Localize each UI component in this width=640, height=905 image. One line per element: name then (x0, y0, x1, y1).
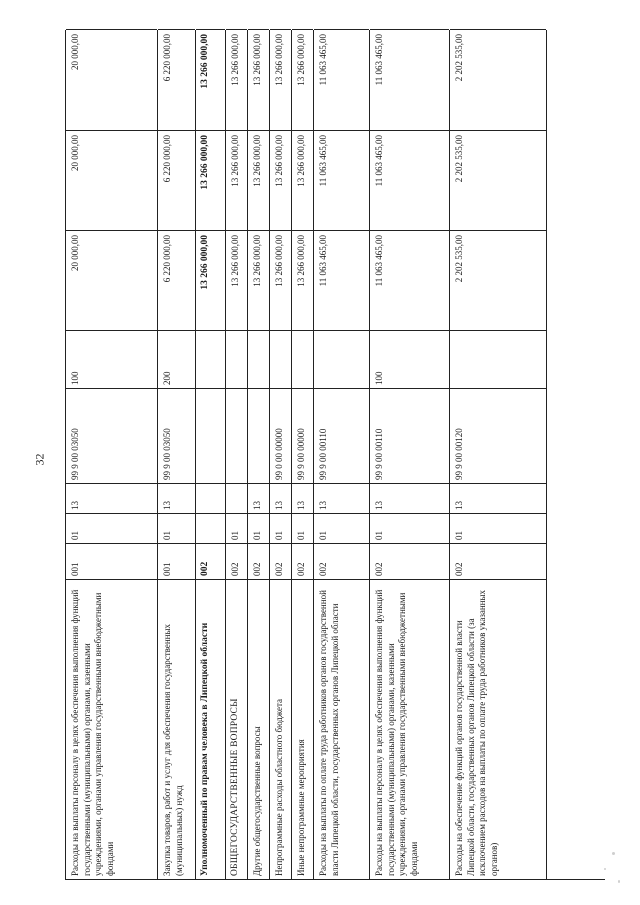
subsection-code: 13 (292, 483, 313, 513)
amount-year-1: 13 266 000,00 (270, 230, 291, 330)
ved-code: 002 (270, 543, 291, 579)
expense-type-code: 100 (66, 330, 157, 388)
section-code: 01 (66, 513, 157, 543)
row-name: Закупка товаров, работ и услуг для обеспечения государственных (муниципальных) нужд (158, 579, 195, 879)
amount-year-3: 13 266 000,00 (292, 29, 313, 130)
section-code: 01 (248, 513, 269, 543)
section-code: 01 (314, 513, 369, 543)
amount-year-3: 11 063 465,00 (370, 29, 449, 130)
target-article-code (226, 388, 247, 483)
ved-code: 002 (450, 543, 546, 579)
row-name: Расходы на выплаты персоналу в целях обеспечения выполнения функций государственными (муниципальными) органами, казенными учреждениями, органами управления государственными внебюджетными фондами (66, 579, 157, 879)
row-name: Иные непрограммные мероприятия (292, 579, 313, 879)
amount-year-1: 6 220 000,00 (158, 230, 195, 330)
subsection-code (226, 483, 247, 513)
subsection-code: 13 (450, 483, 546, 513)
table-row (314, 30, 370, 879)
amount-year-1: 13 266 000,00 (248, 230, 269, 330)
subsection-code: 13 (314, 483, 369, 513)
amount-year-3: 6 220 000,00 (158, 29, 195, 130)
subsection-code: 13 (370, 483, 449, 513)
ved-code: 002 (370, 543, 449, 579)
section-code (196, 513, 225, 543)
subsection-code: 13 (270, 483, 291, 513)
amount-year-3: 20 000,00 (66, 29, 157, 130)
amount-year-1: 13 266 000,00 (226, 230, 247, 330)
expense-type-code: 200 (158, 330, 195, 388)
amount-year-1: 13 266 000,00 (292, 230, 313, 330)
table-row (450, 30, 547, 879)
subsection-code: 13 (158, 483, 195, 513)
section-code: 01 (450, 513, 546, 543)
amount-year-3: 2 202 535,00 (450, 29, 546, 130)
table-row (226, 30, 248, 879)
amount-year-2: 13 266 000,00 (226, 130, 247, 230)
target-article-code: 99 9 00 03050 (158, 388, 195, 483)
amount-year-3: 13 266 000,00 (226, 29, 247, 130)
table-row (196, 30, 226, 879)
expense-type-code (450, 330, 546, 388)
amount-year-2: 6 220 000,00 (158, 130, 195, 230)
ved-code: 002 (314, 543, 369, 579)
row-name: Уполномоченный по правам человека в Липецкой области (196, 579, 225, 879)
row-name: Другие общегосударственные вопросы (248, 579, 269, 879)
row-name: Непрограммные расходы областного бюджета (270, 579, 291, 879)
expense-type-code (270, 330, 291, 388)
table-row (248, 30, 270, 879)
amount-year-1: 20 000,00 (66, 230, 157, 330)
section-code: 01 (292, 513, 313, 543)
ved-code: 002 (292, 543, 313, 579)
row-name: Расходы на выплаты персоналу в целях обеспечения выполнения функций государственными (муниципальными) органами, казенными учреждениями, органами управления государственными внебюджетными фондами (370, 579, 449, 879)
page-number: 32 (32, 453, 47, 466)
amount-year-3: 11 063 465,00 (314, 29, 369, 130)
table-row (292, 30, 314, 879)
target-article-code (196, 388, 225, 483)
target-article-code: 99 9 00 03050 (66, 388, 157, 483)
expense-type-code (226, 330, 247, 388)
row-name: Расходы на обеспечение функций органов государственной власти Липецкой области, государственных органов Липецкой области (за исключением расходов на выплаты по оплате труда работников указанных органов) (450, 579, 546, 879)
row-name: Расходы на выплаты по оплате труда работников органов государственной власти Липецкой области, государственных органов Липецкой области (314, 579, 369, 879)
ved-code: 002 (248, 543, 269, 579)
amount-year-1: 11 063 465,00 (314, 230, 369, 330)
amount-year-2: 20 000,00 (66, 130, 157, 230)
amount-year-2: 11 063 465,00 (370, 130, 449, 230)
amount-year-2: 13 266 000,00 (292, 130, 313, 230)
target-article-code: 99 9 00 00120 (450, 388, 546, 483)
expense-type-code: 100 (370, 330, 449, 388)
expense-type-code (292, 330, 313, 388)
ved-code: 001 (158, 543, 195, 579)
target-article-code: 99 9 00 00000 (292, 388, 313, 483)
scan-speck (612, 852, 615, 855)
section-code: 01 (370, 513, 449, 543)
subsection-code: 13 (66, 483, 157, 513)
section-code: 01 (158, 513, 195, 543)
amount-year-3: 13 266 000,00 (196, 29, 225, 130)
amount-year-2: 13 266 000,00 (196, 130, 225, 230)
ved-code: 002 (196, 543, 225, 579)
scan-speck (618, 880, 620, 883)
amount-year-2: 13 266 000,00 (248, 130, 269, 230)
table-row (370, 30, 450, 879)
amount-year-1: 2 202 535,00 (450, 230, 546, 330)
target-article-code: 99 9 00 00110 (314, 388, 369, 483)
amount-year-3: 13 266 000,00 (248, 29, 269, 130)
amount-year-2: 13 266 000,00 (270, 130, 291, 230)
subsection-code: 13 (248, 483, 269, 513)
table-row (270, 30, 292, 879)
table-row (158, 30, 196, 879)
amount-year-2: 11 063 465,00 (314, 130, 369, 230)
budget-table (65, 30, 605, 880)
amount-year-1: 11 063 465,00 (370, 230, 449, 330)
section-code: 01 (226, 513, 247, 543)
table-row (66, 30, 158, 879)
target-article-code (248, 388, 269, 483)
expense-type-code (248, 330, 269, 388)
amount-year-2: 2 202 535,00 (450, 130, 546, 230)
expense-type-code (314, 330, 369, 388)
row-name: ОБЩЕГОСУДАРСТВЕННЫЕ ВОПРОСЫ (226, 579, 247, 879)
section-code: 01 (270, 513, 291, 543)
target-article-code: 99 0 00 00000 (270, 388, 291, 483)
target-article-code: 99 9 00 00110 (370, 388, 449, 483)
subsection-code (196, 483, 225, 513)
ved-code: 002 (226, 543, 247, 579)
ved-code: 001 (66, 543, 157, 579)
expense-type-code (196, 330, 225, 388)
amount-year-1: 13 266 000,00 (196, 230, 225, 330)
amount-year-3: 13 266 000,00 (270, 29, 291, 130)
rotated-page (65, 30, 605, 880)
